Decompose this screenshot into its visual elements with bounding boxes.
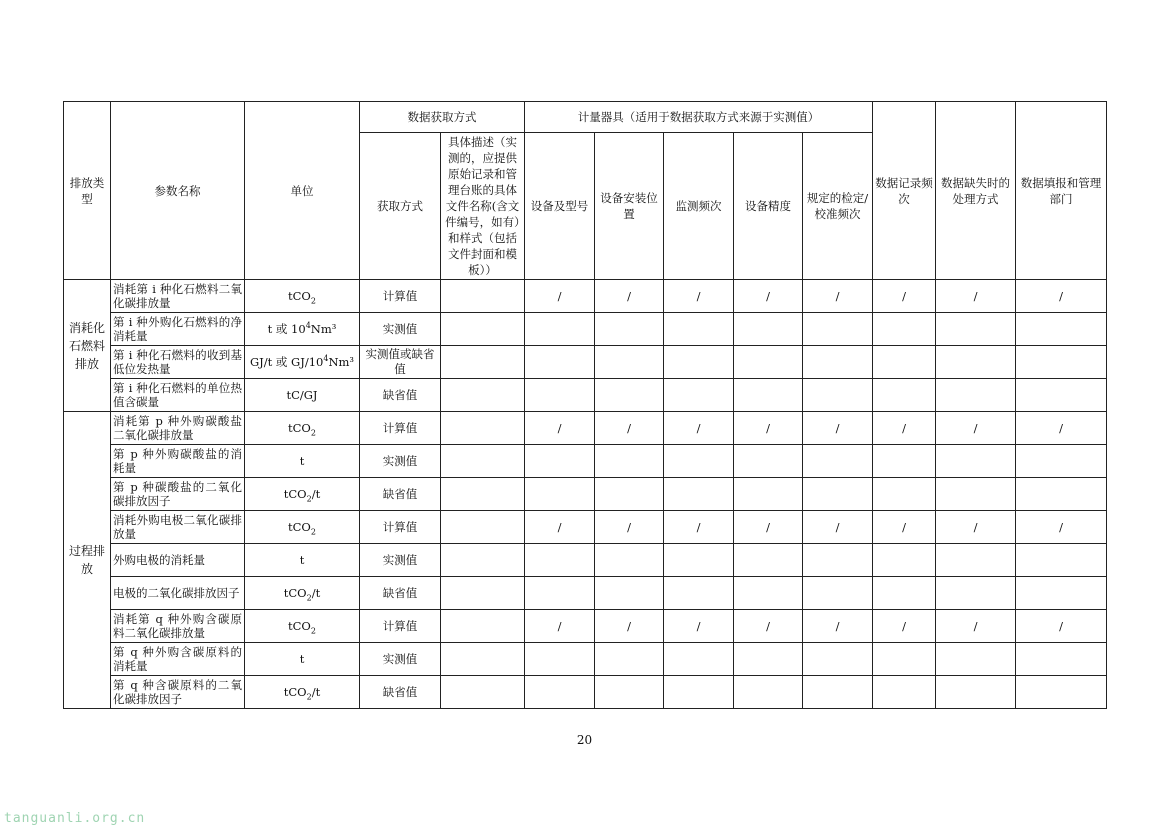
data-cell <box>525 676 595 709</box>
data-cell <box>803 445 873 478</box>
description-cell <box>441 280 525 313</box>
data-cell <box>873 313 936 346</box>
param-name-cell: 消耗第 q 种外购含碳原料二氧化碳排放量 <box>111 610 245 643</box>
unit-cell <box>245 346 360 379</box>
param-name-cell: 第 q 种含碳原料的二氧化碳排放因子 <box>111 676 245 709</box>
table-row <box>64 280 1107 313</box>
unit-sub: 2 <box>306 493 312 503</box>
data-cell <box>734 379 803 412</box>
data-cell <box>595 544 664 577</box>
data-table <box>63 101 1107 709</box>
acquisition-method-cell: 实测值 <box>360 313 441 346</box>
header-record-frequency: 数据记录频次 <box>873 102 936 280</box>
data-cell <box>873 676 936 709</box>
data-cell: / <box>525 412 595 445</box>
unit-cell <box>245 445 360 478</box>
unit-cell <box>245 478 360 511</box>
data-cell <box>664 544 734 577</box>
data-cell <box>873 445 936 478</box>
data-cell: / <box>873 412 936 445</box>
acquisition-method-cell: 缺省值 <box>360 577 441 610</box>
data-cell <box>803 544 873 577</box>
data-cell: / <box>734 610 803 643</box>
data-cell <box>873 346 936 379</box>
table-row <box>64 313 1107 346</box>
unit-cell <box>245 577 360 610</box>
unit-sup: 4 <box>305 320 311 330</box>
unit-cell <box>245 676 360 709</box>
category-cell: 消耗化石燃料排放 <box>64 280 111 412</box>
header-data-acquisition: 数据获取方式 <box>360 102 525 133</box>
data-cell <box>873 577 936 610</box>
acquisition-method-cell: 缺省值 <box>360 676 441 709</box>
data-cell: / <box>1016 610 1107 643</box>
unit-main: tCO <box>283 585 307 600</box>
data-cell: / <box>734 280 803 313</box>
data-cell <box>525 643 595 676</box>
unit-tail: /t <box>311 585 321 600</box>
data-cell <box>595 478 664 511</box>
header-precision: 设备精度 <box>734 133 803 280</box>
data-cell: / <box>873 511 936 544</box>
unit-sub: 2 <box>310 295 316 305</box>
unit-main: GJ/t 或 GJ/10 <box>249 354 324 369</box>
table-row <box>64 643 1107 676</box>
data-cell <box>936 544 1016 577</box>
acquisition-method-cell: 计算值 <box>360 280 441 313</box>
unit-sub: 2 <box>306 691 312 701</box>
unit-main: tCO <box>288 420 311 435</box>
description-cell <box>441 445 525 478</box>
data-cell <box>936 577 1016 610</box>
data-cell: / <box>873 280 936 313</box>
unit-cell <box>245 379 360 412</box>
data-cell: / <box>936 610 1016 643</box>
data-cell <box>595 346 664 379</box>
data-cell <box>664 643 734 676</box>
unit-cell <box>245 643 360 676</box>
table-row <box>64 478 1107 511</box>
unit-cell <box>245 544 360 577</box>
param-name-cell: 第 i 种化石燃料的单位热值含碳量 <box>111 379 245 412</box>
unit-main: t <box>299 552 305 567</box>
param-name-cell: 消耗外购电极二氧化碳排放量 <box>111 511 245 544</box>
data-cell <box>803 577 873 610</box>
description-cell <box>441 346 525 379</box>
acquisition-method-cell: 缺省值 <box>360 478 441 511</box>
header-specific-desc: 具体描述（实测的，应提供原始记录和管理台账的具体文件名称(含文件编号，如有）和样式（包括文件封面和模板）） <box>441 133 525 280</box>
data-cell <box>664 346 734 379</box>
table-row <box>64 412 1107 445</box>
data-cell: / <box>664 412 734 445</box>
data-cell: / <box>595 412 664 445</box>
data-cell: / <box>734 412 803 445</box>
data-cell <box>595 676 664 709</box>
header-param-name: 参数名称 <box>111 102 245 280</box>
unit-cell <box>245 280 360 313</box>
data-cell: / <box>734 511 803 544</box>
data-cell: / <box>1016 412 1107 445</box>
header-monitor-frequency: 监测频次 <box>664 133 734 280</box>
description-cell <box>441 544 525 577</box>
acquisition-method-cell: 实测值 <box>360 643 441 676</box>
data-cell <box>1016 313 1107 346</box>
data-cell <box>734 676 803 709</box>
data-cell <box>873 643 936 676</box>
data-cell <box>803 313 873 346</box>
unit-tail: /t <box>311 684 321 699</box>
data-cell <box>803 676 873 709</box>
unit-sub: 2 <box>310 625 316 635</box>
unit-main: tCO <box>288 288 311 303</box>
data-cell <box>1016 445 1107 478</box>
unit-cell <box>245 511 360 544</box>
table-row <box>64 379 1107 412</box>
unit-sup: 4 <box>323 353 329 363</box>
acquisition-method-cell: 缺省值 <box>360 379 441 412</box>
data-cell <box>734 313 803 346</box>
unit-main: tC/GJ <box>286 387 318 402</box>
table-row <box>64 610 1107 643</box>
data-cell <box>664 445 734 478</box>
page-number: 20 <box>576 733 593 747</box>
param-name-cell: 第 i 种外购化石燃料的净消耗量 <box>111 313 245 346</box>
header-reporting-dept: 数据填报和管理部门 <box>1016 102 1107 280</box>
table-row <box>64 511 1107 544</box>
description-cell <box>441 643 525 676</box>
table-row <box>64 676 1107 709</box>
unit-sub: 2 <box>310 526 316 536</box>
data-cell: / <box>595 610 664 643</box>
data-cell <box>664 478 734 511</box>
data-cell: / <box>936 280 1016 313</box>
data-cell <box>1016 379 1107 412</box>
data-cell: / <box>1016 280 1107 313</box>
data-cell <box>525 313 595 346</box>
data-cell <box>803 346 873 379</box>
data-cell: / <box>525 280 595 313</box>
data-cell <box>734 643 803 676</box>
acquisition-method-cell: 计算值 <box>360 511 441 544</box>
unit-tail: /t <box>311 486 321 501</box>
header-unit: 单位 <box>245 102 360 280</box>
unit-main: tCO <box>288 618 311 633</box>
data-cell: / <box>664 280 734 313</box>
data-cell: / <box>803 610 873 643</box>
data-cell <box>595 445 664 478</box>
data-cell <box>525 544 595 577</box>
param-name-cell: 第 p 种碳酸盐的二氧化碳排放因子 <box>111 478 245 511</box>
data-cell <box>936 313 1016 346</box>
description-cell <box>441 511 525 544</box>
data-cell <box>525 346 595 379</box>
description-cell <box>441 610 525 643</box>
data-cell: / <box>595 280 664 313</box>
data-cell <box>936 643 1016 676</box>
unit-main: tCO <box>288 519 311 534</box>
header-calibration-frequency: 规定的检定/校准频次 <box>803 133 873 280</box>
unit-main: t 或 10 <box>267 321 306 336</box>
unit-main: tCO <box>283 684 307 699</box>
data-cell <box>664 379 734 412</box>
data-cell <box>873 544 936 577</box>
data-cell <box>595 313 664 346</box>
param-name-cell: 电极的二氧化碳排放因子 <box>111 577 245 610</box>
table-row <box>64 445 1107 478</box>
data-cell <box>936 379 1016 412</box>
data-cell <box>1016 577 1107 610</box>
data-cell: / <box>803 280 873 313</box>
description-cell <box>441 478 525 511</box>
data-cell: / <box>803 412 873 445</box>
data-cell <box>873 379 936 412</box>
unit-sub: 2 <box>310 427 316 437</box>
param-name-cell: 第 i 种化石燃料的收到基低位发热量 <box>111 346 245 379</box>
header-instrument-group: 计量器具（适用于数据获取方式来源于实测值） <box>525 102 873 133</box>
table-row <box>64 577 1107 610</box>
data-cell <box>936 478 1016 511</box>
param-name-cell: 消耗第 i 种化石燃料二氧化碳排放量 <box>111 280 245 313</box>
data-cell: / <box>1016 511 1107 544</box>
acquisition-method-cell: 实测值 <box>360 445 441 478</box>
data-cell <box>803 643 873 676</box>
data-cell <box>734 445 803 478</box>
description-cell <box>441 577 525 610</box>
data-cell <box>936 445 1016 478</box>
data-cell <box>734 577 803 610</box>
data-cell <box>595 379 664 412</box>
data-cell: / <box>525 610 595 643</box>
data-cell <box>803 478 873 511</box>
description-cell <box>441 676 525 709</box>
data-cell <box>873 478 936 511</box>
header-missing-handling: 数据缺失时的处理方式 <box>936 102 1016 280</box>
data-cell <box>1016 346 1107 379</box>
unit-tail: Nm³ <box>328 354 355 369</box>
data-cell <box>664 676 734 709</box>
param-name-cell: 第 q 种外购含碳原料的消耗量 <box>111 643 245 676</box>
data-cell <box>803 379 873 412</box>
data-cell: / <box>873 610 936 643</box>
unit-sub: 2 <box>306 592 312 602</box>
param-name-cell: 第 p 种外购碳酸盐的消耗量 <box>111 445 245 478</box>
data-cell <box>734 478 803 511</box>
unit-cell <box>245 412 360 445</box>
data-cell <box>1016 478 1107 511</box>
data-cell <box>525 379 595 412</box>
watermark: tanguanli.org.cn <box>4 811 146 826</box>
table-row <box>64 544 1107 577</box>
data-cell: / <box>595 511 664 544</box>
data-cell <box>525 445 595 478</box>
data-cell <box>936 676 1016 709</box>
unit-main: t <box>299 453 305 468</box>
acquisition-method-cell: 实测值 <box>360 544 441 577</box>
data-cell <box>734 544 803 577</box>
data-cell <box>595 577 664 610</box>
data-cell <box>525 478 595 511</box>
unit-cell <box>245 610 360 643</box>
unit-cell <box>245 313 360 346</box>
acquisition-method-cell: 计算值 <box>360 412 441 445</box>
data-cell <box>664 577 734 610</box>
data-cell <box>1016 676 1107 709</box>
data-cell <box>595 643 664 676</box>
header-device-model: 设备及型号 <box>525 133 595 280</box>
header-acquisition-method: 获取方式 <box>360 133 441 280</box>
acquisition-method-cell: 计算值 <box>360 610 441 643</box>
unit-main: t <box>299 651 305 666</box>
data-cell <box>525 577 595 610</box>
param-name-cell: 消耗第 p 种外购碳酸盐二氧化碳排放量 <box>111 412 245 445</box>
description-cell <box>441 412 525 445</box>
data-cell <box>1016 643 1107 676</box>
data-cell: / <box>936 511 1016 544</box>
description-cell <box>441 379 525 412</box>
unit-tail: Nm³ <box>310 321 337 336</box>
data-cell <box>936 346 1016 379</box>
category-cell: 过程排放 <box>64 412 111 709</box>
data-cell <box>664 313 734 346</box>
data-cell: / <box>803 511 873 544</box>
table-row <box>64 346 1107 379</box>
data-cell: / <box>936 412 1016 445</box>
unit-main: tCO <box>283 486 307 501</box>
header-install-location: 设备安装位置 <box>595 133 664 280</box>
acquisition-method-cell: 实测值或缺省值 <box>360 346 441 379</box>
data-cell <box>1016 544 1107 577</box>
header-emission-type: 排放类型 <box>64 102 111 280</box>
description-cell <box>441 313 525 346</box>
data-cell: / <box>525 511 595 544</box>
data-cell: / <box>664 610 734 643</box>
data-cell: / <box>664 511 734 544</box>
data-cell <box>734 346 803 379</box>
param-name-cell: 外购电极的消耗量 <box>111 544 245 577</box>
